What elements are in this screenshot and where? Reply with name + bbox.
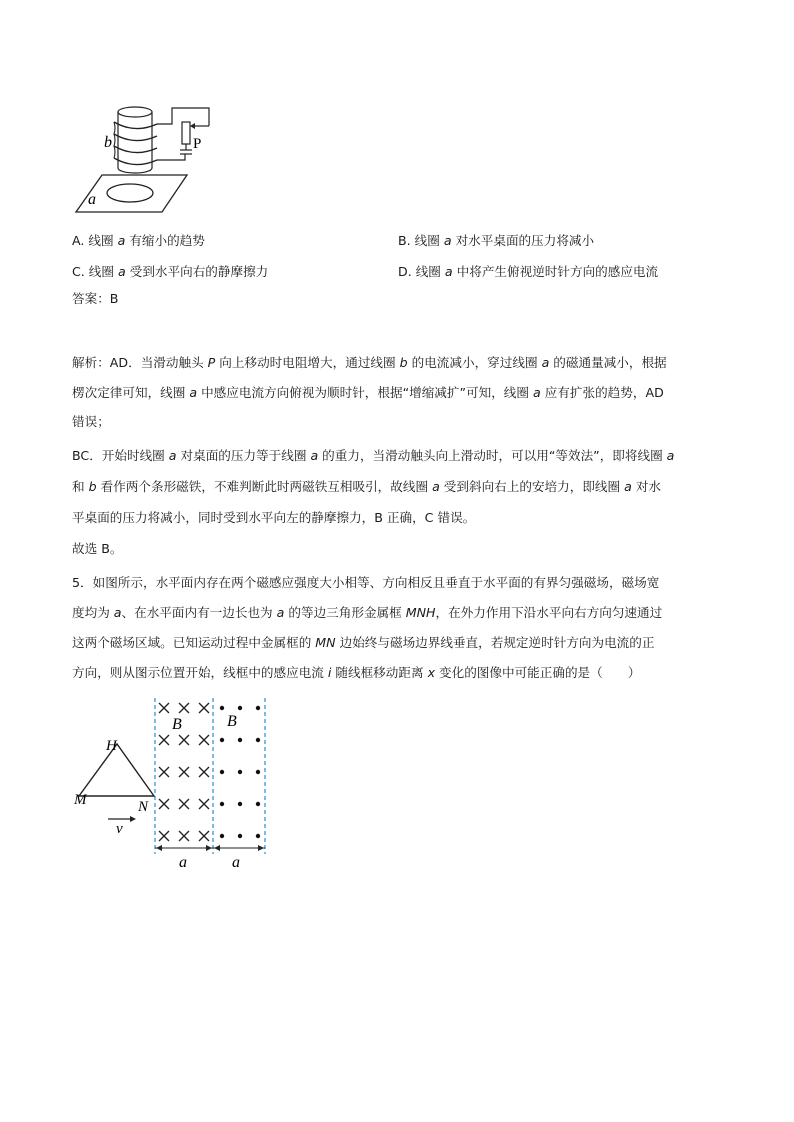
dot-mark [256,802,260,806]
cross-mark [199,767,209,777]
dot-mark [256,770,260,774]
cross-mark [199,703,209,713]
label-a: a [88,191,96,208]
dot-mark [256,834,260,838]
dot-mark [256,706,260,710]
cross-mark [179,831,189,841]
label-b: b [104,134,112,151]
dot-mark [220,802,224,806]
question-5-line-4: 方向，则从图示位置开始，线框中的感应电流 i 随线框移动距离 x 变化的图像中可能正确的是（ ） [72,665,641,680]
label-n: N [138,799,149,815]
option-c: C. 线圈 a 受到水平向右的静摩擦力 [72,264,269,279]
cross-mark [159,735,169,745]
question-5-line-3: 这两个磁场区域。已知运动过程中金属框的 MN 边始终与磁场边界线垂直，若规定逆时针方向为电流的正 [72,635,655,650]
magnetic-field-figure [70,694,280,869]
question-5-line-2: 度均为 a、在水平面内有一边长也为 a 的等边三角形金属框 MNH，在外力作用下沿水平向右方向匀速通过 [72,605,663,620]
question-5-line-1: 5．如图所示，水平面内存在两个磁感应强度大小相等、方向相反且垂直于水平面的有界匀强磁场，磁场宽 [72,575,660,590]
cross-mark [179,703,189,713]
cross-mark [179,799,189,809]
label-b-left: B [172,716,182,733]
cross-mark [159,799,169,809]
into-page-field-crosses [159,703,209,841]
dot-mark [220,706,224,710]
dot-mark [238,834,242,838]
cross-mark [199,831,209,841]
label-p: P [193,136,202,152]
cross-mark [179,735,189,745]
label-a-right: a [232,854,240,869]
cross-mark [159,831,169,841]
label-v: v [116,821,123,837]
dot-mark [238,706,242,710]
analysis-line-6: 平桌面的压力将减小，同时受到水平向左的静摩擦力，B 正确，C 错误。 [72,510,476,525]
analysis-line-2: 楞次定律可知，线圈 a 中感应电流方向俯视为顺时针，根据“增缩减扩”可知，线圈 a 应有扩张的趋势，AD [72,385,664,400]
dot-mark [220,834,224,838]
out-of-page-field-dots [220,706,260,838]
analysis-line-3: 错误； [72,414,110,429]
dot-mark [220,770,224,774]
cross-mark [199,799,209,809]
dot-mark [238,770,242,774]
cross-mark [159,767,169,777]
label-m: M [74,792,87,808]
answer: 答案：B [72,291,119,306]
analysis-line-7: 故选 B。 [72,541,123,556]
cross-mark [159,703,169,713]
analysis-line-1: 解析：AD．当滑动触头 P 向上移动时电阻增大，通过线圈 b 的电流减小，穿过线圈 a 的磁通量减小，根据 [72,355,667,370]
analysis-line-4: BC．开始时线圈 a 对桌面的压力等于线圈 a 的重力，当滑动触头向上滑动时，可以用“等效法”，即将线圈 a [72,448,675,463]
label-b-right: B [227,713,237,730]
cross-mark [179,767,189,777]
solenoid-coil-figure [72,100,222,218]
dot-mark [238,738,242,742]
analysis-line-5: 和 b 看作两个条形磁铁，不难判断此时两磁铁互相吸引，故线圈 a 受到斜向右上的安培力，即线圈 a 对水 [72,479,662,494]
dot-mark [256,738,260,742]
option-d: D. 线圈 a 中将产生俯视逆时针方向的感应电流 [398,264,659,279]
dot-mark [238,802,242,806]
option-a: A. 线圈 a 有缩小的趋势 [72,233,205,248]
label-h: H [106,738,117,754]
dot-mark [220,738,224,742]
label-a-left: a [179,854,187,869]
cross-mark [199,735,209,745]
option-b: B. 线圈 a 对水平桌面的压力将减小 [398,233,595,248]
